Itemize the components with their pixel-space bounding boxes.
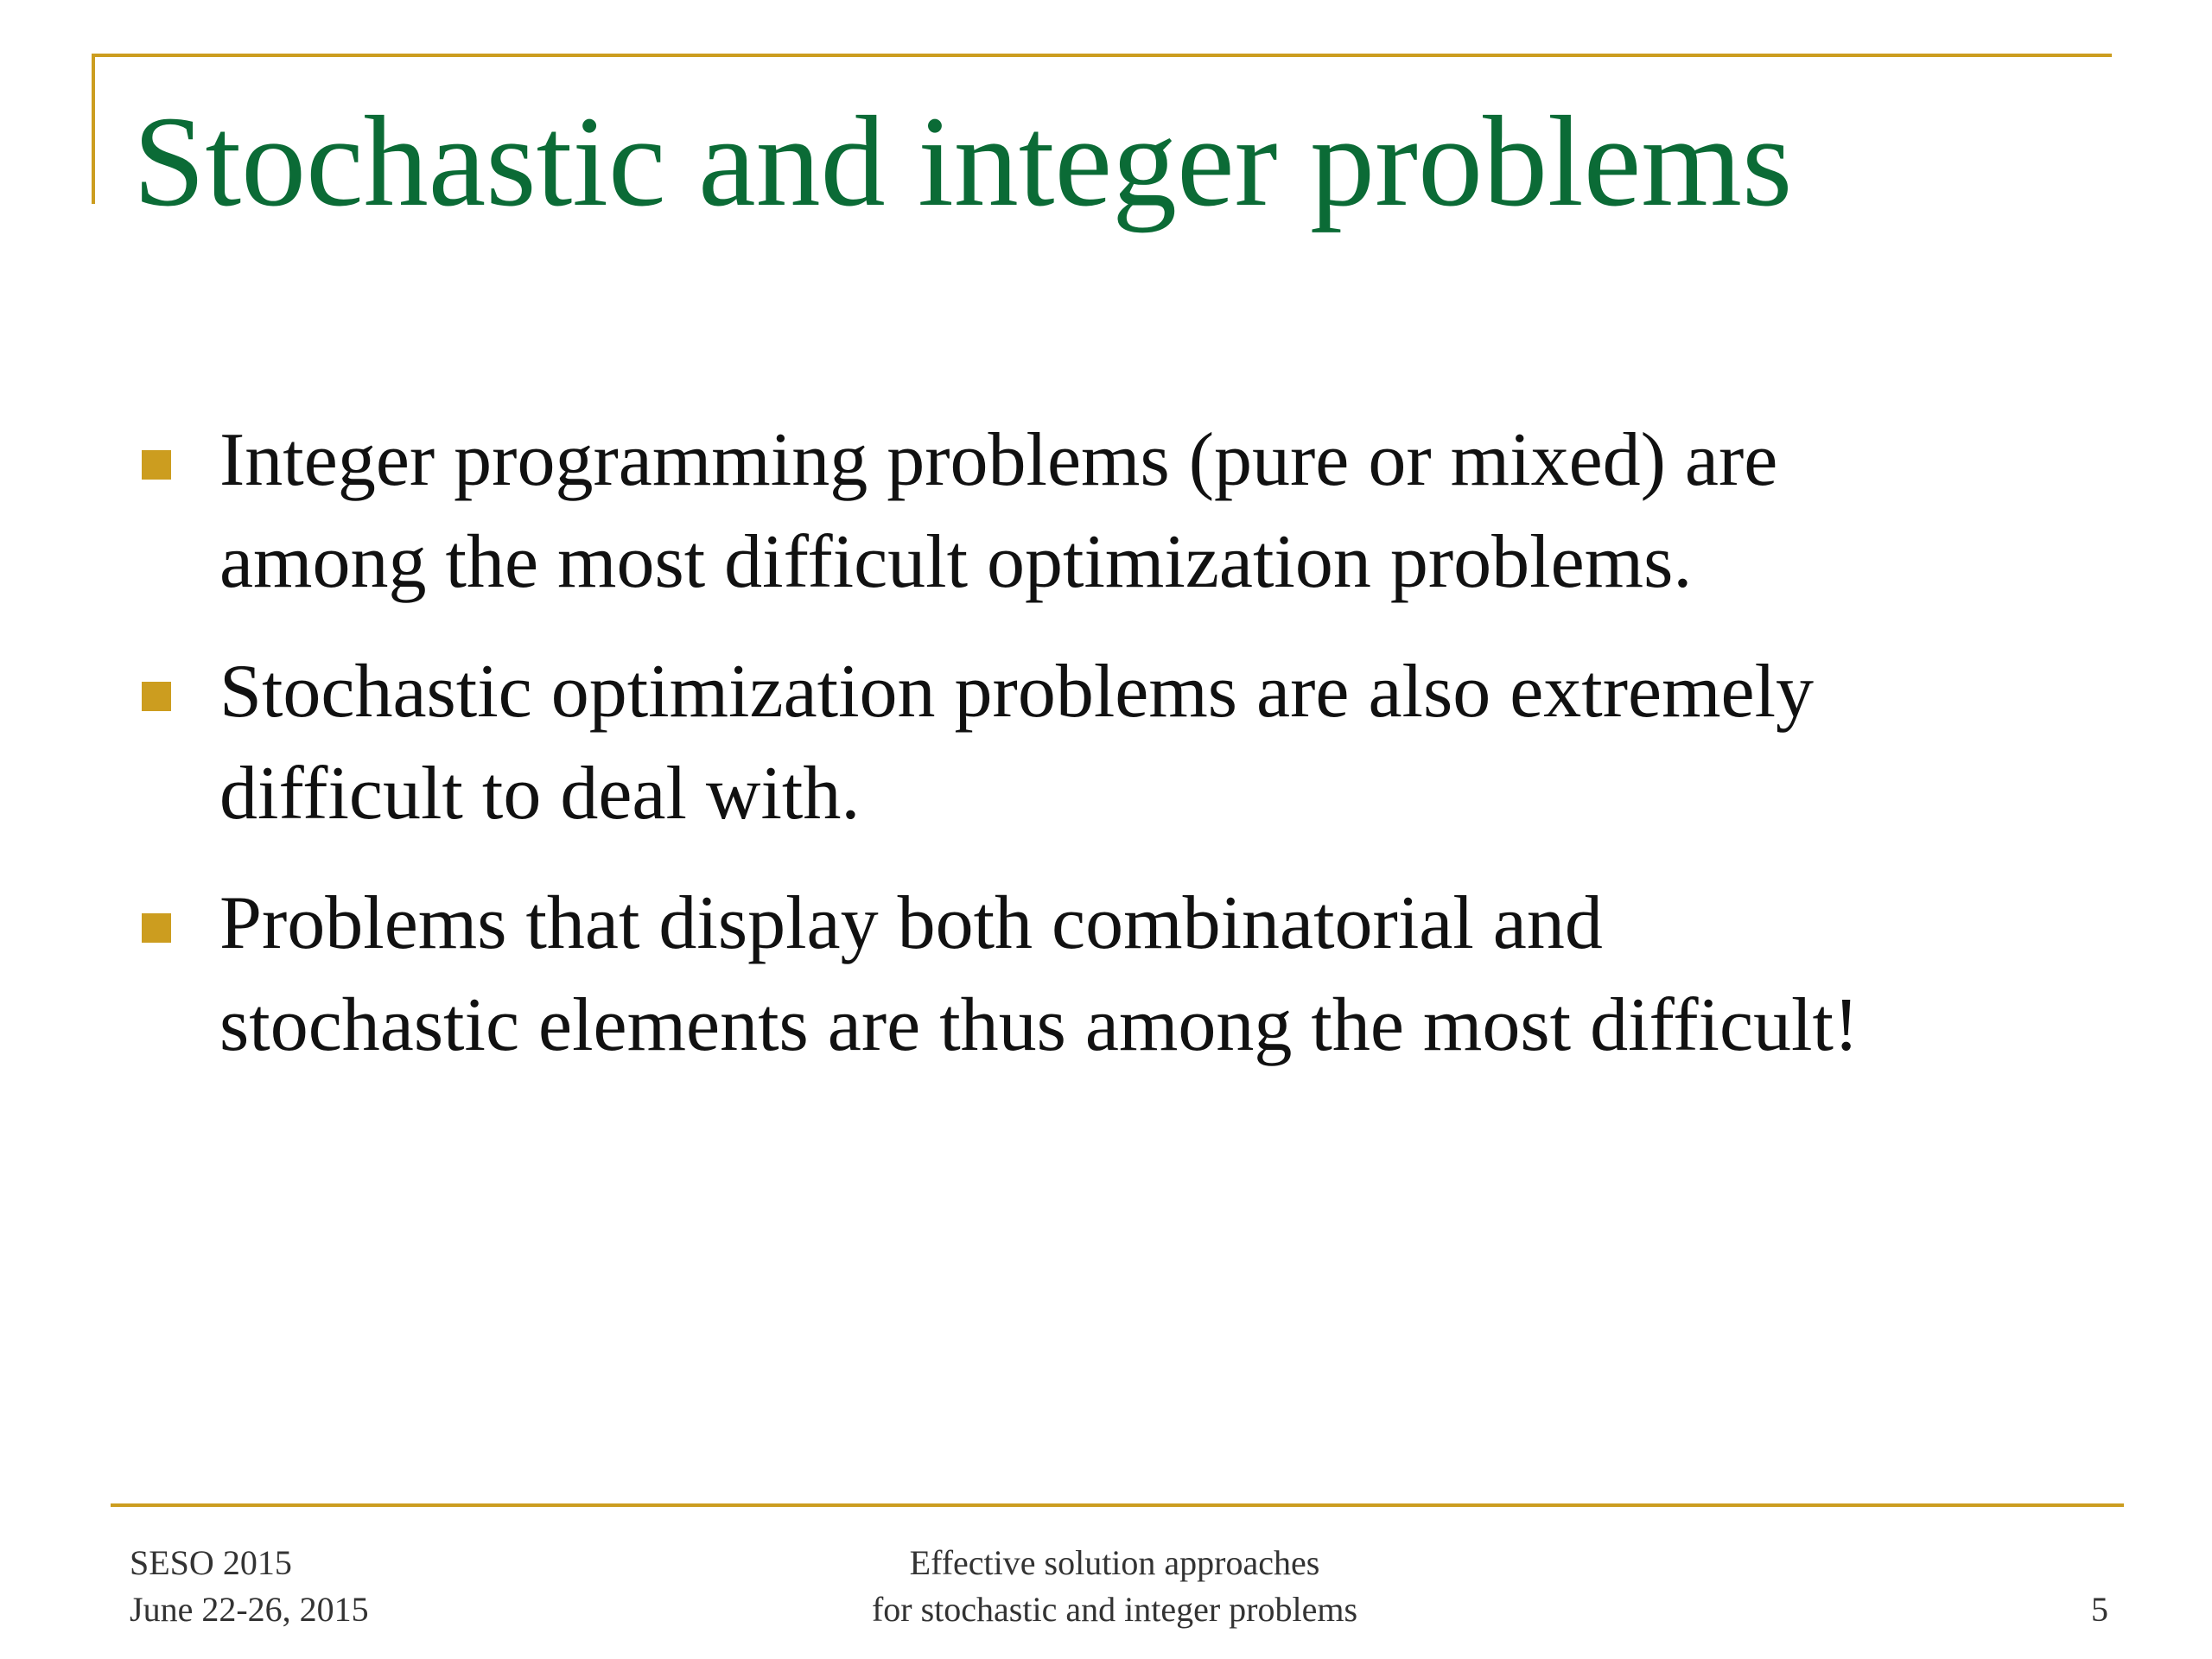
bullet-text-line: Integer programming problems (pure or mixed) are bbox=[219, 418, 1778, 502]
bullet-text-line: stochastic elements are thus among the most difficult! bbox=[219, 983, 1859, 1067]
bullet-text-line: difficult to deal with. bbox=[219, 752, 861, 836]
slide-title: Stochastic and integer problems bbox=[133, 90, 1793, 233]
footer-talk-title-line: for stochastic and integer problems bbox=[871, 1590, 1358, 1629]
bullet-item bbox=[130, 641, 2117, 845]
footer-talk-title bbox=[847, 1540, 1382, 1633]
page-number: 5 bbox=[2091, 1590, 2108, 1629]
square-bullet-icon bbox=[142, 682, 171, 711]
footer-rule bbox=[111, 1503, 2124, 1507]
title-frame-left-rule bbox=[92, 54, 95, 204]
footer-conference-dates: June 22-26, 2015 bbox=[130, 1590, 369, 1629]
bullet-item bbox=[130, 410, 2117, 613]
bullet-text-line: Stochastic optimization problems are also extremely bbox=[219, 650, 1815, 734]
square-bullet-icon bbox=[142, 913, 171, 943]
bullet-text-line: among the most difficult optimization problems. bbox=[219, 520, 1693, 604]
square-bullet-icon bbox=[142, 450, 171, 480]
footer-talk-title-line: Effective solution approaches bbox=[909, 1543, 1320, 1582]
bullet-text-line: Problems that display both combinatorial and bbox=[219, 881, 1603, 965]
title-frame-top-rule bbox=[92, 54, 2112, 57]
footer-conference-name: SESO 2015 bbox=[130, 1543, 292, 1582]
footer-conference-info bbox=[130, 1540, 369, 1633]
bullet-list bbox=[130, 410, 2117, 1104]
bullet-item bbox=[130, 873, 2117, 1077]
